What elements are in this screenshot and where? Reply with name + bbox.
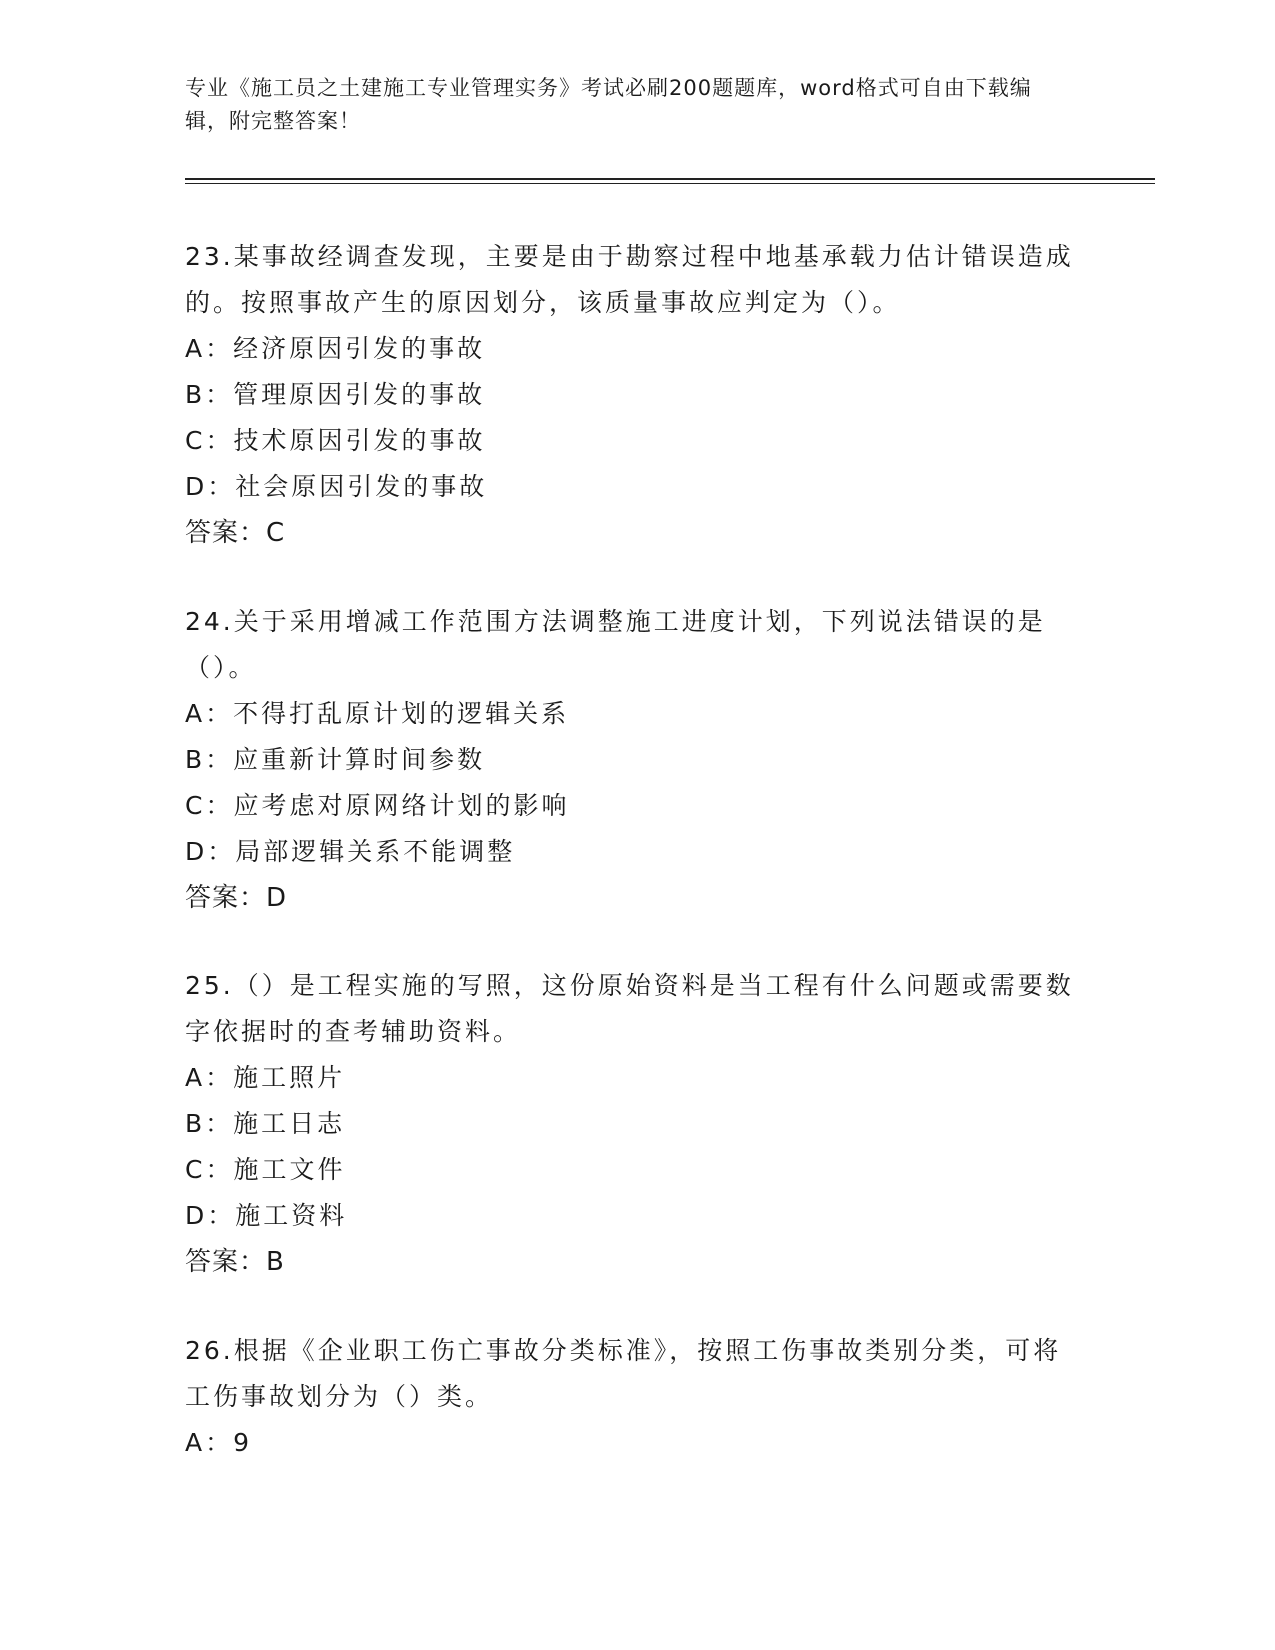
option-a: A：9 bbox=[185, 1428, 253, 1457]
option-c: C：施工文件 bbox=[185, 1155, 346, 1184]
question-23 bbox=[185, 234, 1075, 556]
question-stem: 24.关于采用增减工作范围方法调整施工进度计划，下列说法错误的是（）。 bbox=[185, 607, 1046, 682]
question-26 bbox=[185, 1328, 1075, 1466]
document-header: 专业《施工员之土建施工专业管理实务》考试必刷200题题库，word格式可自由下载编辑，附完整答案！ bbox=[185, 76, 1032, 133]
header-divider-bottom bbox=[185, 183, 1155, 184]
option-c: C：应考虑对原网络计划的影响 bbox=[185, 791, 570, 820]
option-a: A：施工照片 bbox=[185, 1063, 346, 1092]
question-stem: 25.（）是工程实施的写照，这份原始资料是当工程有什么问题或需要数字依据时的查考辅助资料。 bbox=[185, 971, 1074, 1046]
question-stem: 23.某事故经调查发现，主要是由于勘察过程中地基承载力估计错误造成的。按照事故产生的原因划分，该质量事故应判定为（）。 bbox=[185, 242, 1074, 317]
option-b: B：施工日志 bbox=[185, 1109, 346, 1138]
question-stem: 26.根据《企业职工伤亡事故分类标准》，按照工伤事故类别分类，可将工伤事故划分为（）类。 bbox=[185, 1336, 1062, 1411]
option-b: B：管理原因引发的事故 bbox=[185, 380, 486, 409]
question-24 bbox=[185, 599, 1075, 921]
option-d: D：局部逻辑关系不能调整 bbox=[185, 837, 516, 866]
option-b: B：应重新计算时间参数 bbox=[185, 745, 486, 774]
answer: 答案：D bbox=[185, 883, 288, 913]
option-a: A：不得打乱原计划的逻辑关系 bbox=[185, 699, 570, 728]
answer: 答案：B bbox=[185, 1247, 285, 1277]
answer: 答案：C bbox=[185, 518, 286, 548]
option-a: A：经济原因引发的事故 bbox=[185, 334, 486, 363]
option-d: D：施工资料 bbox=[185, 1201, 348, 1230]
header-divider-top bbox=[185, 178, 1155, 180]
option-c: C：技术原因引发的事故 bbox=[185, 426, 486, 455]
option-d: D：社会原因引发的事故 bbox=[185, 472, 488, 501]
question-25 bbox=[185, 963, 1075, 1285]
